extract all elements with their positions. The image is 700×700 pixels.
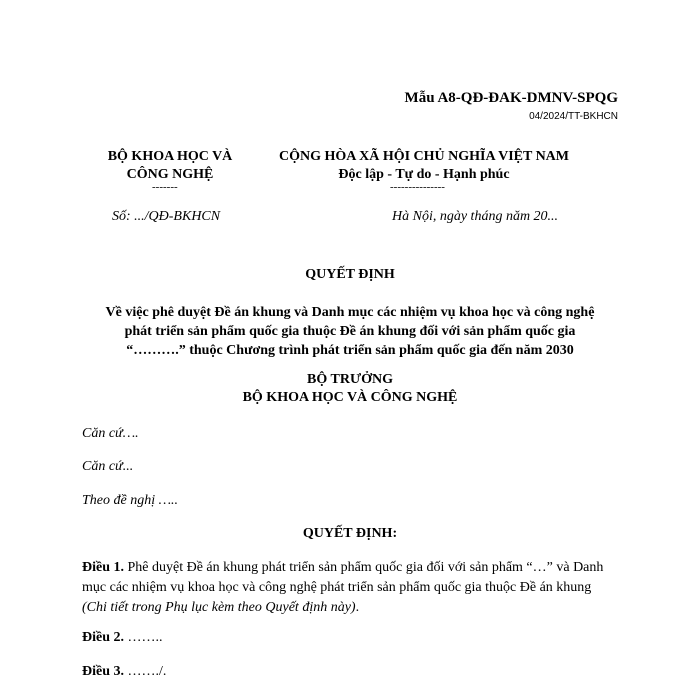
issuing-authority <box>0 371 700 407</box>
form-code: Mẫu A8-QĐ-ĐAK-DMNV-SPQG <box>404 90 618 106</box>
ministry-divider: ------- <box>152 181 178 193</box>
subject-line-2: phát triển sản phẩm quốc gia thuộc Đề án khung đối với sản phẩm quốc gia <box>124 324 576 339</box>
legal-basis-3: Theo đề nghị ….. <box>82 493 179 508</box>
authority-line-2: BỘ KHOA HỌC VÀ CÔNG NGHỆ <box>242 390 458 405</box>
authority-line-1: BỘ TRƯỞNG <box>307 372 393 387</box>
article-3-label: Điều 3. <box>82 664 124 679</box>
article-3 <box>82 664 166 680</box>
article-2 <box>82 630 163 646</box>
article-1-end: . <box>355 600 360 615</box>
document-number: Số: .../QĐ-BKHCN <box>112 209 221 224</box>
ministry-line-2: CÔNG NGHỆ <box>126 167 214 182</box>
document-title: QUYẾT ĐỊNH <box>305 267 395 282</box>
subject-line-3: “……….” thuộc Chương trình phát triển sản phẩm quốc gia đến năm 2030 <box>126 343 574 358</box>
article-2-text: …….. <box>124 630 163 645</box>
document-subject <box>40 303 660 360</box>
national-motto: Độc lập - Tự do - Hạnh phúc <box>338 167 510 182</box>
form-reference: 04/2024/TT-BKHCN <box>529 111 618 122</box>
article-1 <box>82 558 612 618</box>
ministry-line-1: BỘ KHOA HỌC VÀ <box>107 149 233 164</box>
decision-heading: QUYẾT ĐỊNH: <box>302 526 398 541</box>
article-1-label: Điều 1. <box>82 560 124 575</box>
national-header <box>244 148 604 184</box>
place-and-date: Hà Nội, ngày tháng năm 20... <box>392 209 559 224</box>
ministry-name <box>80 148 260 184</box>
article-1-text: Phê duyệt Đề án khung phát triển sản phẩm quốc gia đối với sản phẩm “…” và Danh mục các nhiệm vụ khoa học và công nghệ phát triển sản phẩm quốc gia thuộc Đề án khung <box>82 560 604 595</box>
subject-line-1: Về việc phê duyệt Đề án khung và Danh mục các nhiệm vụ khoa học và công nghệ <box>105 305 595 320</box>
national-title: CỘNG HÒA XÃ HỘI CHỦ NGHĨA VIỆT NAM <box>278 149 569 164</box>
legal-basis-2: Căn cứ... <box>82 459 134 474</box>
article-1-note: (Chi tiết trong Phụ lục kèm theo Quyết định này) <box>82 600 356 615</box>
article-3-text: ……./. <box>124 664 167 679</box>
legal-basis-1: Căn cứ…. <box>82 426 139 441</box>
national-divider: --------------- <box>390 181 445 193</box>
article-2-label: Điều 2. <box>82 630 124 645</box>
